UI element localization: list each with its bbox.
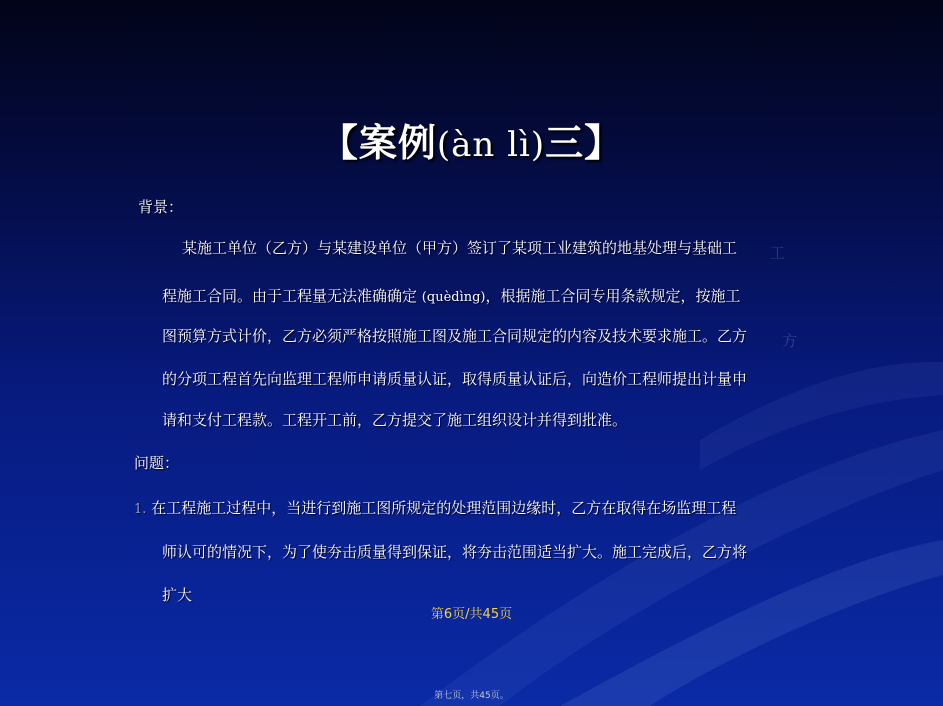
pinyin-annotation: (quèdìng) (421, 290, 486, 305)
background-line-2b: ，根据施工合同专用条款规定，按施工 (485, 287, 741, 305)
title-pinyin: (àn lì) (436, 125, 546, 165)
page-indicator: 第6页/共45页 (430, 607, 513, 622)
background-line-1: 某施工单位（乙方）与某建设单位（甲方）签订了某项工业建筑的地基处理与基础工 (182, 239, 738, 257)
question-line-1 (134, 497, 736, 518)
background-line-5: 请和支付工程款。工程开工前，乙方提交了施工组织设计并得到批准。 (162, 411, 628, 429)
title-suffix: 三】 (545, 120, 624, 165)
ghost-text: 方 (782, 332, 798, 350)
background-line-3: 图预算方式计价，乙方必须严格按照施工图及施工合同规定的内容及技术要求施工。乙方 (162, 327, 748, 345)
background-label: 背景： (138, 198, 184, 216)
slide-title (0, 112, 943, 167)
title-prefix: 【案例 (319, 120, 437, 165)
question-line-1-text: 在工程施工过程中，当进行到施工图所规定的处理范围边缘时，乙方在取得在场监理工程 (151, 499, 737, 517)
question-line-3: 扩大 (162, 586, 193, 604)
question-line-2: 师认可的情况下，为了使夯击质量得到保证，将夯击范围适当扩大。施工完成后，乙方将 (162, 543, 748, 561)
background-line-2 (162, 285, 741, 306)
slide-footer: 第七页，共45页。 (434, 691, 509, 701)
ghost-text: 工 (770, 244, 786, 262)
background-line-2a: 程施工合同。由于工程量无法准确确定 (162, 287, 418, 305)
question-label: 问题： (134, 454, 180, 472)
background-line-4: 的分项工程首先向监理工程师申请质量认证，取得质量认证后，向造价工程师提出计量申 (162, 370, 748, 388)
question-number: 1. (134, 502, 147, 517)
